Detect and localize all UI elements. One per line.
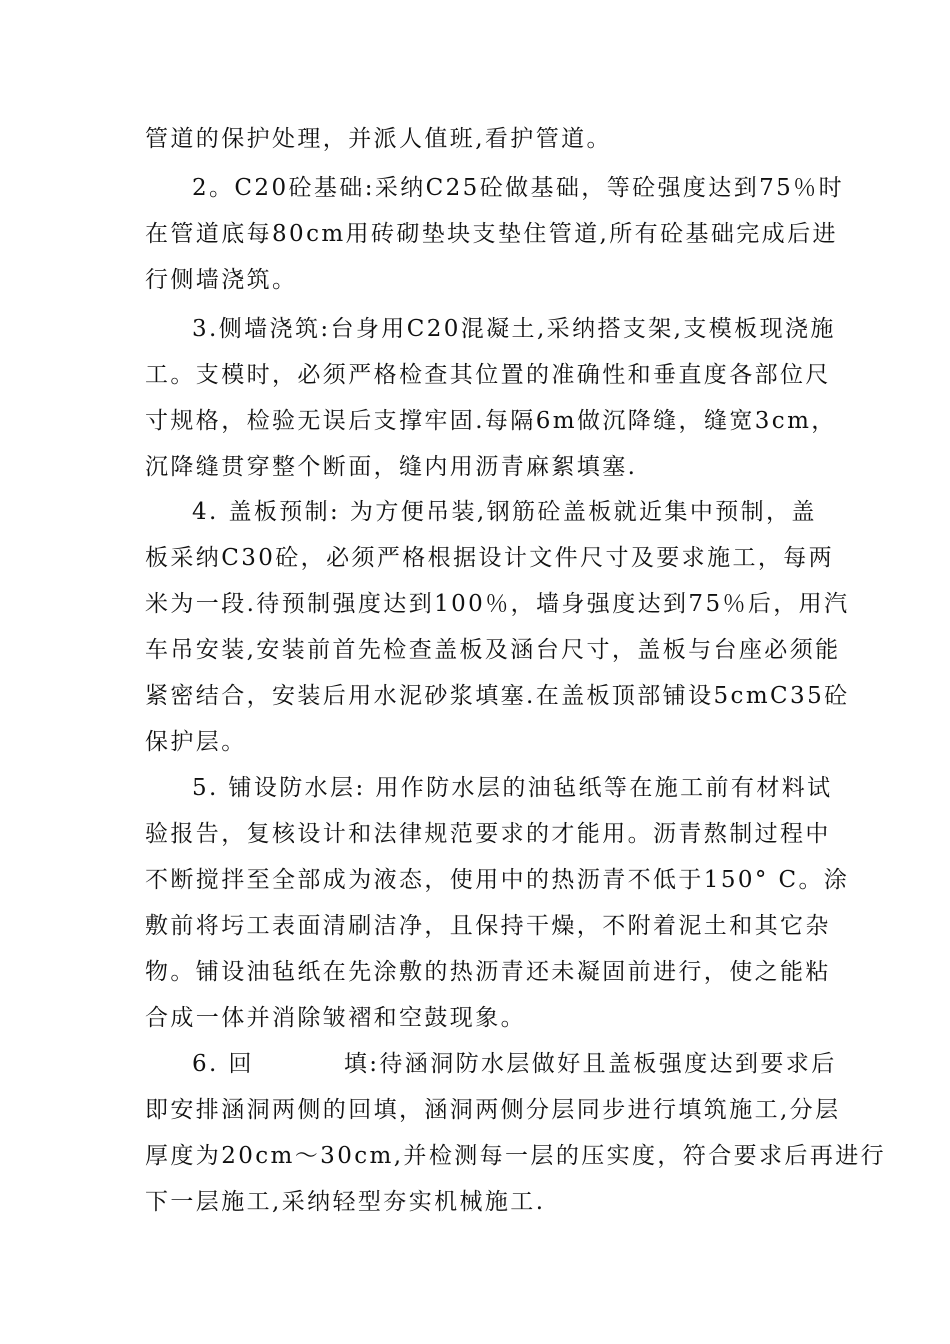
- paragraph-line: 厚度为20cm～30cm,并检测每一层的压实度，符合要求后再进行: [145, 1143, 887, 1169]
- paragraph-line: 5. 铺设防水层: 用作防水层的油毡纸等在施工前有材料试: [192, 775, 833, 801]
- paragraph-line: 合成一体并消除皱褶和空鼓现象。: [145, 1005, 526, 1031]
- paragraph-line: 板采纳C30砼，必须严格根据设计文件尺寸及要求施工，每两: [145, 545, 835, 571]
- paragraph-line-tail: 填:待涵洞防水层做好且盖板强度达到要求后: [343, 1051, 837, 1077]
- paragraph-line: 管道的保护处理，并派人值班,看护管道。: [145, 126, 612, 152]
- paragraph-line: 工。支模时，必须严格检查其位置的准确性和垂直度各部位尺: [145, 362, 831, 388]
- paragraph-line: 2。C20砼基础:采纳C25砼做基础，等砼强度达到75％时: [192, 175, 844, 201]
- paragraph-line: 物。铺设油毡纸在先涂敷的热沥青还未凝固前进行，使之能粘: [145, 959, 831, 985]
- paragraph-line-head: 6. 回: [192, 1051, 254, 1077]
- paragraph-line: 不断搅拌至全部成为液态，使用中的热沥青不低于150° C。涂: [145, 867, 850, 893]
- paragraph-line: 即安排涵洞两侧的回填，涵洞两侧分层同步进行填筑施工,分层: [145, 1097, 841, 1123]
- paragraph-line: 寸规格，检验无误后支撑牢固.每隔6m做沉降缝，缝宽3cm，: [145, 408, 837, 434]
- paragraph-line: 米为一段.待预制强度达到100％，墙身强度达到75％后，用汽: [145, 591, 850, 617]
- paragraph-line: 验报告，复核设计和法律规范要求的才能用。沥青熬制过程中: [145, 821, 831, 847]
- paragraph-line: 敷前将圬工表面清刷洁净，且保持干燥，不附着泥土和其它杂: [145, 913, 831, 939]
- paragraph-line: 沉降缝贯穿整个断面，缝内用沥青麻絮填塞.: [145, 454, 638, 480]
- paragraph-line: 下一层施工,采纳轻型夯实机械施工.: [145, 1189, 546, 1215]
- paragraph-line: 4. 盖板预制: 为方便吊装,钢筋砼盖板就近集中预制，盖: [192, 499, 817, 525]
- paragraph-line: 保护层。: [145, 729, 247, 755]
- paragraph-line: 在管道底每80cm用砖砌垫块支垫住管道,所有砼基础完成后进: [145, 221, 838, 247]
- paragraph-line: 行侧墙浇筑。: [145, 267, 298, 293]
- paragraph-line: 车吊安装,安装前首先检查盖板及涵台尺寸，盖板与台座必须能: [145, 637, 841, 663]
- paragraph-line: [192, 1044, 837, 1084]
- paragraph-line: 紧密结合，安装后用水泥砂浆填塞.在盖板顶部铺设5cmC35砼: [145, 683, 850, 709]
- paragraph-line: 3.侧墙浇筑:台身用C20混凝土,采纳搭支架,支模板现浇施: [192, 316, 836, 342]
